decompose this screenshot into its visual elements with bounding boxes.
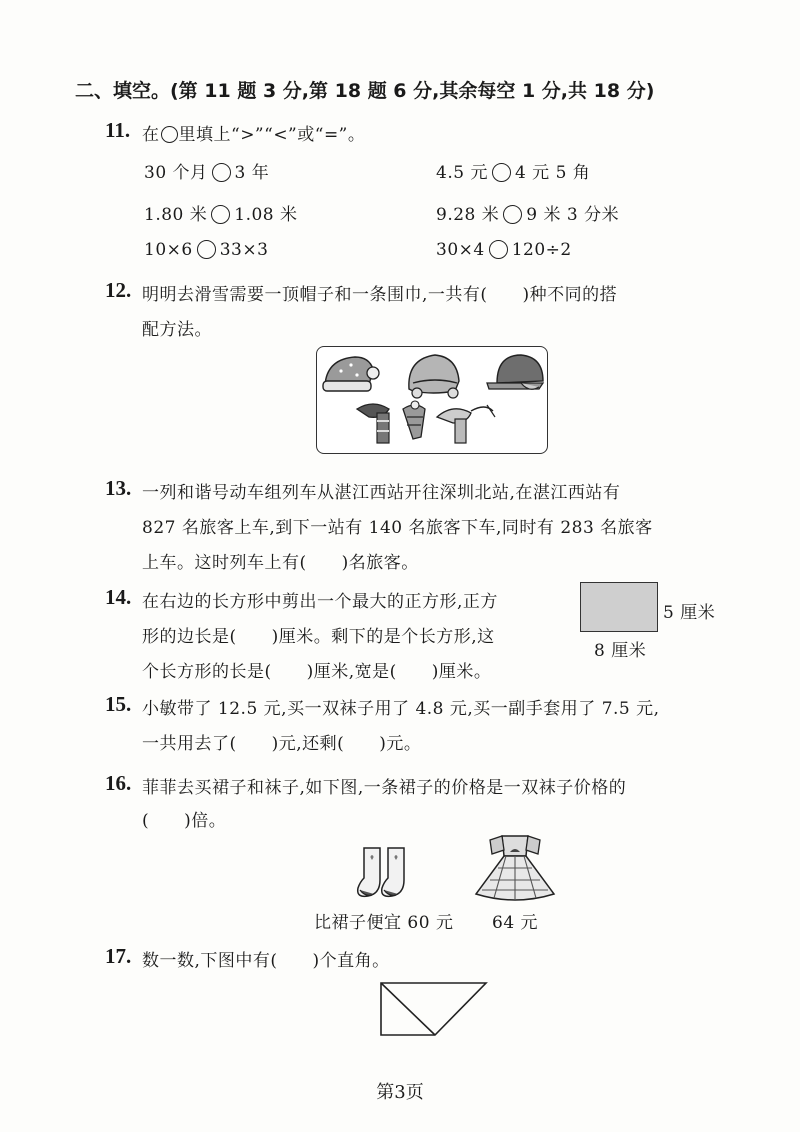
socks-price-label: 比裙子便宜 60 元: [314, 913, 454, 933]
hats-scarves-illustration: [317, 347, 546, 452]
q11-item-right: 1.08 米: [234, 205, 298, 225]
compare-circle[interactable]: [503, 205, 522, 224]
q11-item-right: 33×3: [219, 240, 269, 260]
q13-line-1: 一列和谐号动车组列车从湛江西站开往深圳北站,在湛江西站有: [142, 483, 621, 503]
q13-line-2: 827 名旅客上车,到下一站有 140 名旅客下车,同时有 283 名旅客: [142, 518, 653, 538]
q11-item-5: [144, 240, 268, 260]
hat-icon: [409, 355, 459, 398]
q12-line-1: 明明去滑雪需要一顶帽子和一条围巾,一共有( )种不同的搭: [142, 285, 618, 305]
compare-circle[interactable]: [492, 163, 511, 182]
compare-circle[interactable]: [489, 240, 508, 259]
dress-icon: [470, 832, 560, 904]
q13-number: 13.: [105, 476, 132, 500]
q16-number: 16.: [105, 771, 132, 795]
q11-item-left: 1.80 米: [144, 205, 208, 225]
dress-price-label: 64 元: [492, 913, 539, 933]
q11-item-left: 4.5 元: [436, 163, 488, 183]
q14-line-3: 个长方形的长是( )厘米,宽是( )厘米。: [142, 662, 492, 682]
scarf-icon: [357, 404, 389, 443]
q12-line-2: 配方法。: [142, 320, 212, 340]
q11-stem-b: 里填上“>”“<”或“=”。: [178, 125, 366, 145]
q11-item-left: 30×4: [436, 240, 485, 260]
q13-line-3: 上车。这时列车上有( )名旅客。: [142, 553, 419, 573]
compare-circle[interactable]: [197, 240, 216, 259]
q11-item-6: [436, 240, 572, 260]
q11-item-left: 9.28 米: [436, 205, 500, 225]
q16-line-2: ( )倍。: [142, 811, 227, 831]
page-number: 第3页: [376, 1082, 424, 1103]
q11-item-4: [436, 200, 619, 225]
q15-line-1: 小敏带了 12.5 元,买一双袜子用了 4.8 元,买一副手套用了 7.5 元,: [142, 699, 660, 719]
hats-scarves-picture: [316, 346, 548, 454]
q11-item-2: [436, 158, 590, 183]
scarf-icon: [403, 401, 425, 439]
q17-line-1: 数一数,下图中有( )个直角。: [142, 951, 390, 971]
q11-item-right: 120÷2: [511, 240, 572, 260]
q11-stem: [142, 120, 365, 145]
rectangle-height-label: 5 厘米: [663, 603, 716, 623]
q14-line-2: 形的边长是( )厘米。剩下的是个长方形,这: [142, 627, 495, 647]
right-angle-figure: [378, 980, 490, 1038]
q15-line-2: 一共用去了( )元,还剩( )元。: [142, 734, 422, 754]
q11-item-right: 4 元 5 角: [514, 163, 591, 183]
q16-line-1: 菲菲去买裙子和袜子,如下图,一条裙子的价格是一双袜子价格的: [142, 778, 627, 798]
q11-item-3: [144, 200, 298, 225]
hat-icon: [323, 357, 379, 391]
q14-line-1: 在右边的长方形中剪出一个最大的正方形,正方: [142, 592, 498, 612]
rectangle-width-label: 8 厘米: [594, 641, 647, 661]
compare-circle[interactable]: [212, 163, 231, 182]
scarf-icon: [437, 405, 495, 443]
q15-number: 15.: [105, 692, 132, 716]
q11-item-left: 30 个月: [144, 163, 208, 183]
q12-number: 12.: [105, 278, 132, 302]
q11-item-right: 3 年: [234, 163, 270, 183]
rectangle-figure: [580, 582, 658, 632]
hat-icon: [487, 355, 543, 389]
q17-number: 17.: [105, 944, 132, 968]
section-title: 二、填空。(第 11 题 3 分,第 18 题 6 分,其余每空 1 分,共 18 分): [75, 80, 655, 102]
q11-stem-a: 在: [142, 125, 160, 145]
q11-item-1: [144, 158, 269, 183]
q14-number: 14.: [105, 585, 132, 609]
q11-number: 11.: [105, 118, 131, 142]
q11-item-left: 10×6: [144, 240, 193, 260]
socks-icon: [350, 846, 420, 902]
q11-item-right: 9 米 3 分米: [526, 205, 620, 225]
compare-circle[interactable]: [211, 205, 230, 224]
circle-icon: [161, 126, 178, 143]
